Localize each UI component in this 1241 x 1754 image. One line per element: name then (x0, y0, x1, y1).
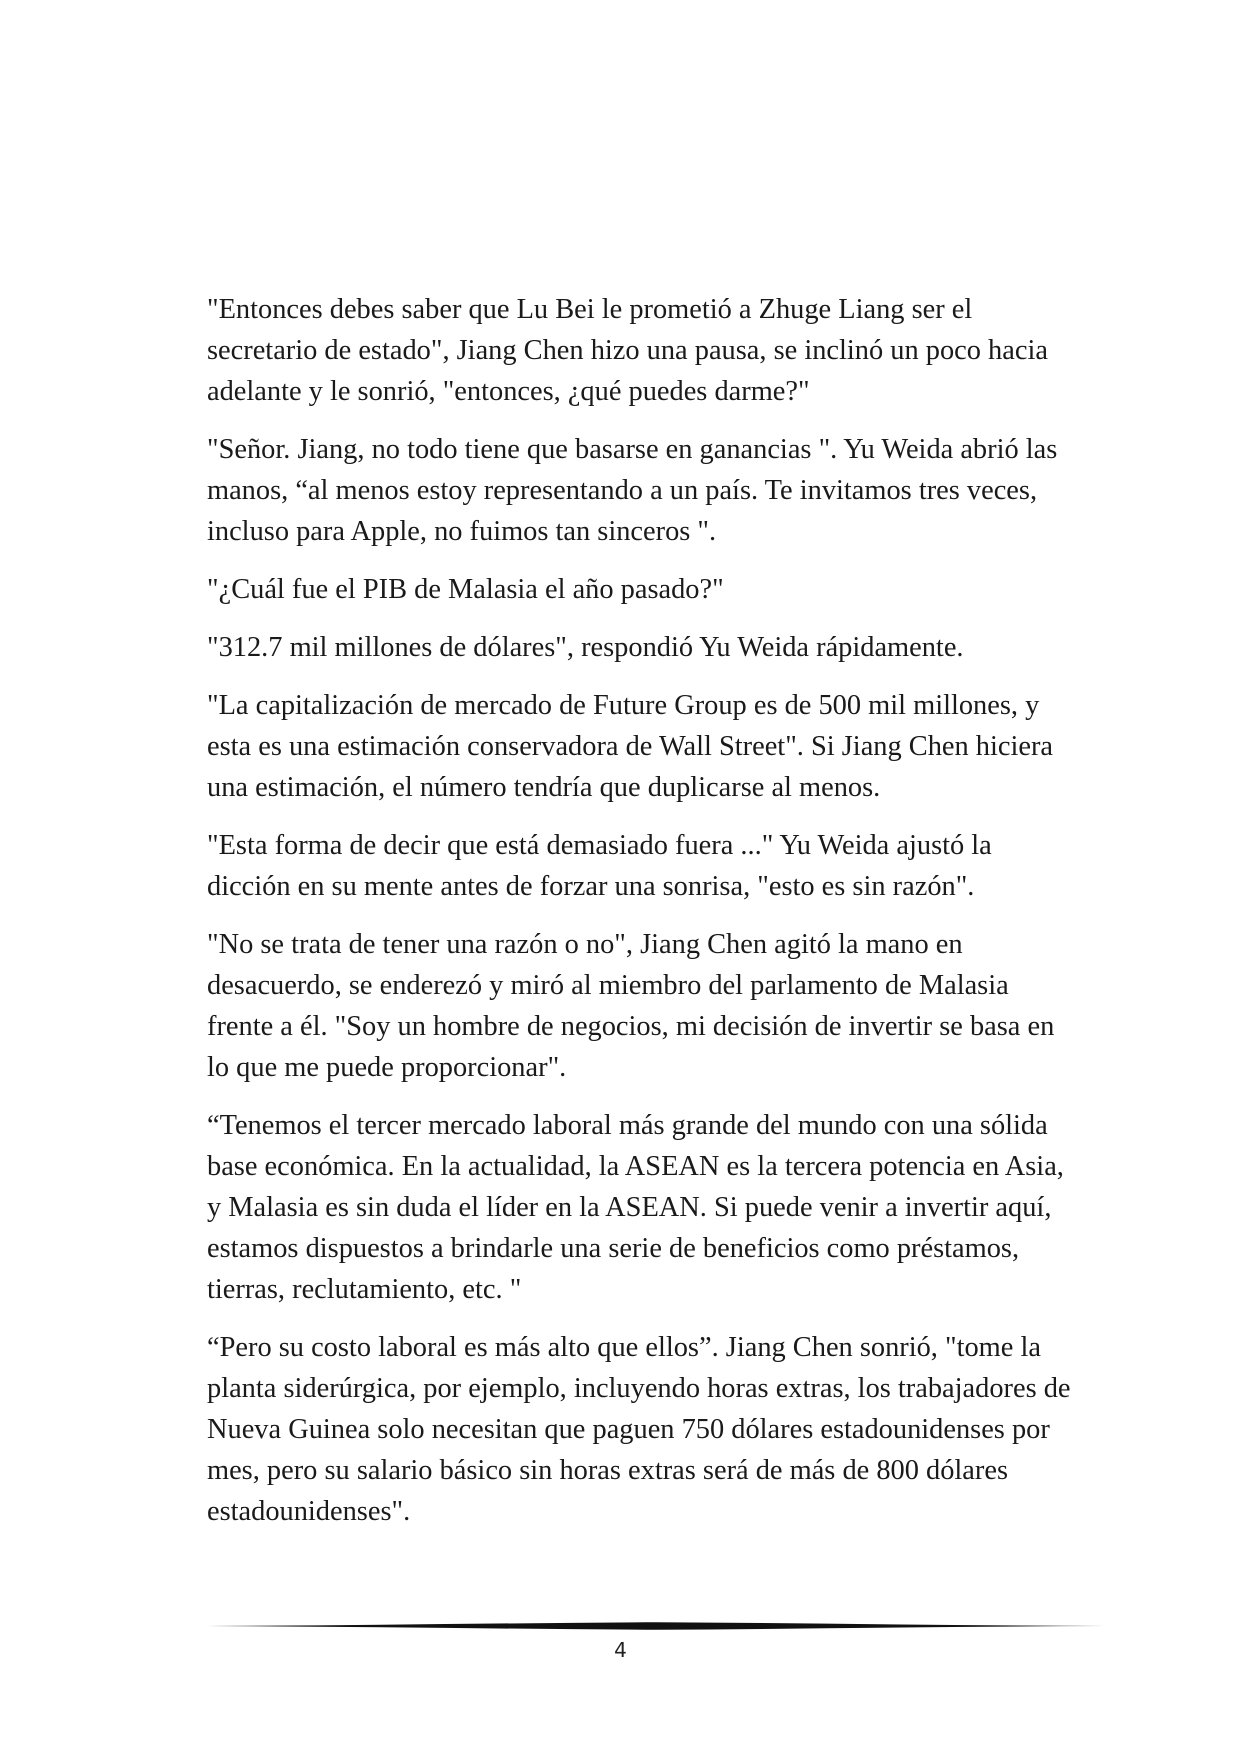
paragraph: "¿Cuál fue el PIB de Malasia el año pasado?" (207, 574, 724, 605)
page-number: 4 (614, 1638, 627, 1662)
paragraph: "Esta forma de decir que está demasiado fuera ..." Yu Weida ajustó la dicción en su mente antes de forzar una sonrisa, "esto es sin razón". (207, 830, 992, 902)
paragraph: "Entonces debes saber que Lu Bei le prometió a Zhuge Liang ser el secretario de estado", Jiang Chen hizo una pausa, se inclinó un poco hacia adelante y le sonrió, "entonces, ¿qué puedes darme?" (207, 294, 1048, 407)
paragraph: “Pero su costo laboral es más alto que ellos”. Jiang Chen sonrió, "tome la planta siderúrgica, por ejemplo, incluyendo horas extras, los trabajadores de Nueva Guinea solo necesitan que paguen 750 dólares estadounidenses por mes, pero su salario básico sin horas extras será de más de 800 dólares estadounidenses". (207, 1332, 1071, 1527)
footer-rule (207, 1620, 1105, 1632)
paragraph: "No se trata de tener una razón o no", Jiang Chen agitó la mano en desacuerdo, se enderezó y miró al miembro del parlamento de Malasia frente a él. "Soy un hombre de negocios, mi decisión de invertir se basa en lo que me puede proporcionar". (207, 929, 1055, 1083)
paragraph: "La capitalización de mercado de Future Group es de 500 mil millones, y esta es una estimación conservadora de Wall Street". Si Jiang Chen hiciera una estimación, el número tendría que duplicarse al menos. (207, 690, 1054, 803)
paragraph: “Tenemos el tercer mercado laboral más grande del mundo con una sólida base económica. En la actualidad, la ASEAN es la tercera potencia en Asia, y Malasia es sin duda el líder en la ASEAN. Si puede venir a invertir aquí, estamos dispuestos a brindarle una serie de beneficios como préstamos, tierras, reclutamiento, etc. " (207, 1110, 1064, 1305)
paragraph: "312.7 mil millones de dólares", respondió Yu Weida rápidamente. (207, 632, 964, 663)
paragraph: "Señor. Jiang, no todo tiene que basarse en ganancias ". Yu Weida abrió las manos, “al menos estoy representando a un país. Te invitamos tres veces, incluso para Apple, no fuimos tan sinceros ". (207, 434, 1058, 547)
page-body (207, 289, 1075, 1549)
